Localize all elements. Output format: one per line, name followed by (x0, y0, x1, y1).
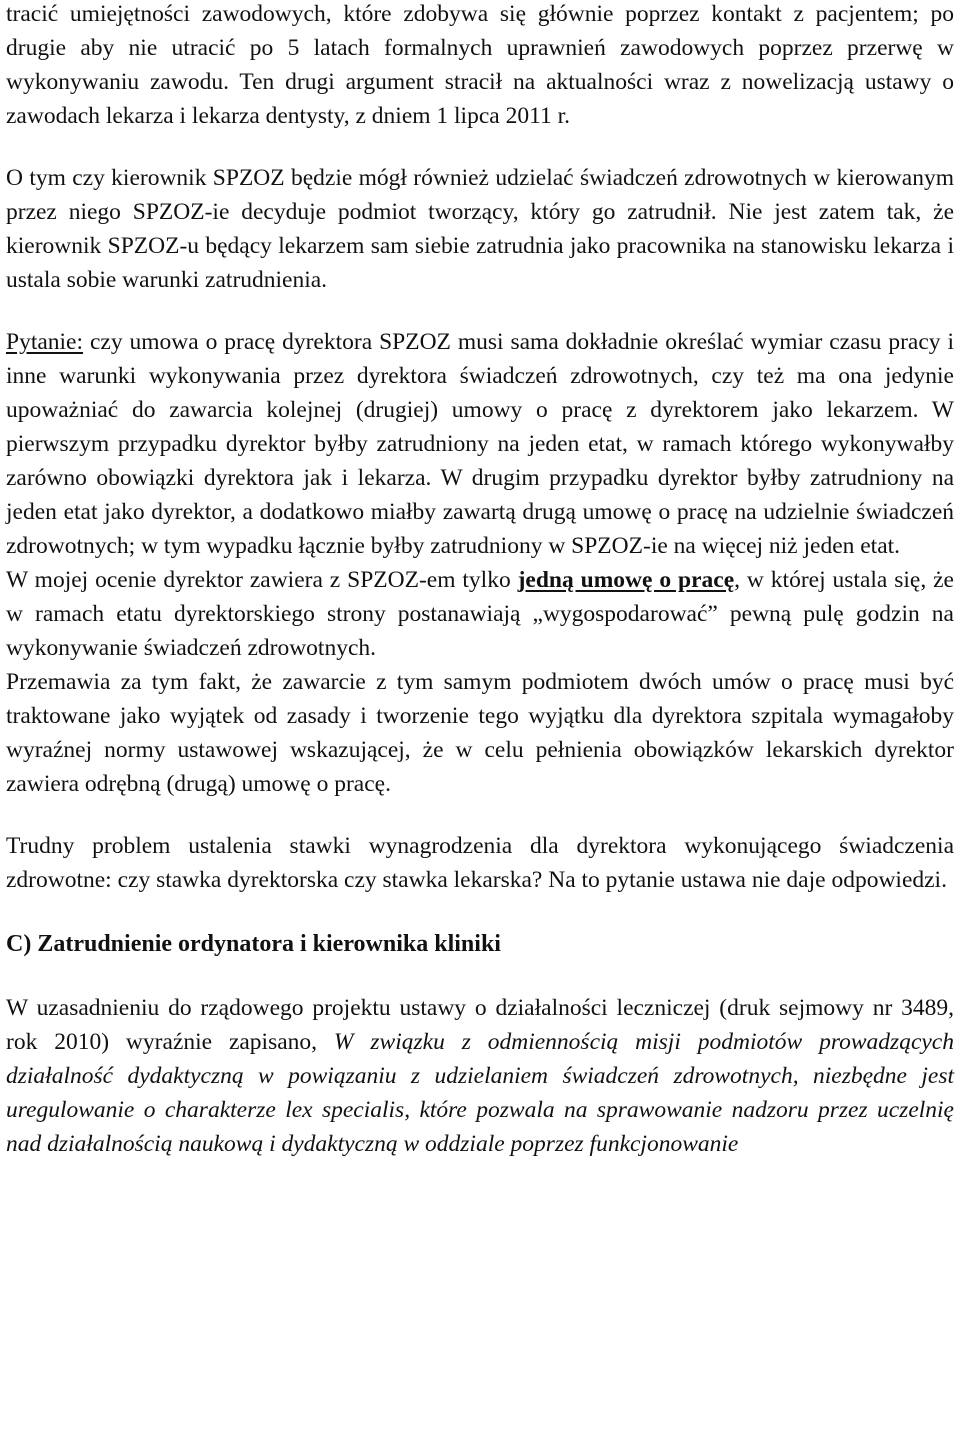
spacer (6, 961, 954, 991)
question-text: czy umowa o pracę dyrektora SPZOZ musi sama dokładnie określać wymiar czasu pracy i inne warunki wykonywania przez dyrektora świadczeń zdrowotnych, czy też ma ona jedynie upoważniać do zawarcia kolejnej (drugiej) umowy o pracę z dyrektorem jako lekarzem. W pierwszym przypadku dyrektor byłby zatrudniony na jeden etat, w ramach którego wykonywałby zarówno obowiązki dyrektora jak i lekarza. W drugim przypadku dyrektor byłby zatrudniony na jeden etat jako dyrektor, a dodatkowo miałby zawartą drugą umowę o pracę na udzielnie świadczeń zdrowotnych; w tym wypadku łącznie byłby zatrudniony w SPZOZ-ie na więcej niż jeden etat. (6, 329, 954, 559)
paragraph-justification (6, 991, 954, 1161)
spacer (6, 897, 954, 927)
paragraph-question (6, 325, 954, 563)
section-heading-c: C) Zatrudnienie ordynatora i kierownika kliniki (6, 931, 501, 957)
justification-quote: W związku z odmiennością misji podmiotów prowadzących działalność dydaktyczną w powiązaniu z udzielaniem świadczeń zdrowotnych, niezbędne jest uregulowanie o charakterze lex specialis, które pozwala na sprawowanie nadzoru przez uczelnię nad działalnością naukową i dydaktyczną w oddziale poprzez funkcjonowanie (6, 1029, 954, 1157)
paragraph-kierownik-text-b: Nie jest zatem tak, że kierownik SPZOZ-u będący lekarzem sam siebie zatrudnia jako pracownika na stanowisku lekarza i ustala sobie warunki zatrudnienia. (6, 199, 955, 293)
paragraph-opinion (6, 563, 954, 665)
paragraph-argument (6, 665, 954, 801)
problem-text: Trudny problem ustalenia stawki wynagrodzenia dla dyrektora wykonującego świadczenia zdrowotne: czy stawka dyrektorska czy stawka lekarska? Na to pytanie ustawa nie daje odpowiedzi. (6, 833, 954, 893)
paragraph-kierownik (6, 161, 954, 297)
spacer (6, 297, 954, 325)
opinion-text-before: W mojej ocenie dyrektor zawiera z SPZOZ-em tylko (6, 567, 518, 593)
justification-text: W uzasadnieniu do rządowego projektu ustawy o działalności leczniczej (druk sejmowy nr 3489, rok 2010) wyraźnie zapisano, (6, 995, 954, 1055)
question-label: Pytanie: (6, 329, 84, 355)
paragraph-intro (6, 0, 954, 133)
opinion-emphasis: jedną umowę o pracę (517, 567, 735, 593)
spacer (6, 801, 954, 829)
paragraph-intro-text: tracić umiejętności zawodowych, które zdobywa się głównie poprzez kontakt z pacjentem; po drugie aby nie utracić po 5 latach formalnych uprawnień zawodowych poprzez przerwę w wykonywaniu zawodu. Ten drugi argument stracił na aktualności wraz z nowelizacją ustawy o zawodach lekarza i lekarza dentysty, z dniem 1 lipca 2011 r. (6, 1, 954, 129)
opinion-text-after: , w której ustala się, że w ramach etatu dyrektorskiego strony postanawiają „wygospodarować” pewną pulę godzin na wykonywanie świadczeń zdrowotnych. (6, 567, 954, 661)
paragraph-kierownik-text-a: O tym czy kierownik SPZOZ będzie mógł również udzielać świadczeń zdrowotnych w kierowanym przez niego SPZOZ-ie decyduje podmiot tworzący, który go zatrudnił. (6, 165, 954, 225)
argument-text: Przemawia za tym fakt, że zawarcie z tym samym podmiotem dwóch umów o pracę musi być traktowane jako wyjątek od zasady i tworzenie tego wyjątku dla dyrektora szpitala wymagałoby wyraźnej normy ustawowej wskazującej, że w celu pełnienia obowiązków lekarskich dyrektor zawiera odrębną (drugą) umowę o pracę. (6, 669, 954, 797)
document-page (6, 0, 954, 1161)
paragraph-problem (6, 829, 954, 897)
spacer (6, 133, 954, 161)
